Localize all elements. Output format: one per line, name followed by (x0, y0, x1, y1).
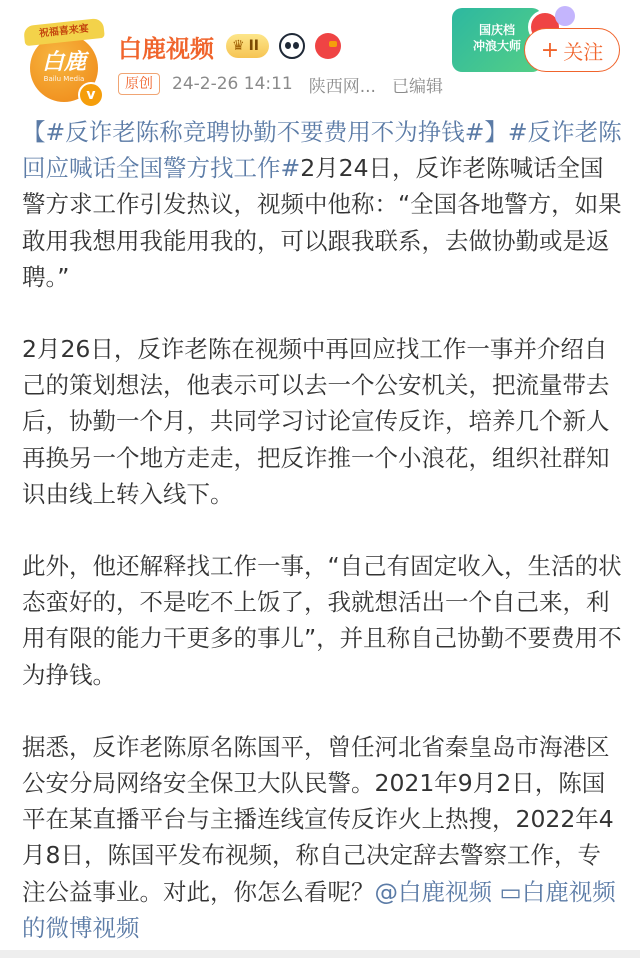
post-location: 陕西网... (308, 76, 376, 97)
video-link-icon[interactable]: ▭ (499, 877, 522, 906)
name-row (118, 30, 341, 62)
crown-icon: ♛ (232, 38, 245, 54)
post-paragraph (22, 114, 622, 295)
paragraph-gap (22, 693, 622, 729)
level-badge[interactable] (226, 34, 269, 58)
paragraph-gap (22, 295, 622, 331)
video-link[interactable]: 白鹿视频的微博视频 (22, 877, 616, 942)
post-paragraph: 2月26日，反诈老陈在视频中再回应找工作一事并介绍自己的策划想法，他表示可以去一个公安机关，把流量带去后，协勤一个月，共同学习讨论宣传反诈，培养几个新人再换另一个地方走走，把反诈推一个小浪花，组织社群知识由线上转入线下。 (22, 335, 610, 508)
post-text: 据悉，反诈老陈原名陈国平，曾任河北省秦皇岛市海港区公安分局网络安全保卫大队民警。2021年9月2日，陈国平在某直播平台与主播连线宣传反诈火上热搜，2022年4月8日，陈国平发布视频，称自己决定辞去警察工作，专注公益事业。对此，你怎么看呢？ (22, 732, 614, 906)
avatar-ribbon: 祝福喜来宴 (23, 18, 105, 46)
avatar-logo-subtext: Bailu Media (43, 75, 85, 83)
next-post-preview (0, 950, 640, 958)
promo-bubble-icon (555, 6, 575, 26)
paragraph-gap (22, 512, 622, 548)
plus-icon: + (540, 37, 560, 63)
follow-button[interactable] (524, 28, 620, 72)
original-tag: 原创 (118, 73, 160, 95)
username[interactable]: 白鹿视频 (118, 34, 214, 63)
post-content (22, 114, 622, 946)
edited-label[interactable]: 已编辑 (391, 76, 443, 97)
post-timestamp: 24-2-26 14:11 (172, 74, 293, 94)
avatar-logo-text: 白鹿 (41, 50, 86, 75)
panda-icon[interactable] (279, 33, 305, 59)
follow-label: 关注 (563, 39, 604, 64)
topic-link[interactable]: 【#反诈老陈称竞聘协勤不要费用不为挣钱#】#反诈老陈回应喊话全国警方找工作# (22, 118, 622, 183)
verified-icon: v (78, 82, 104, 108)
post-paragraph: 此外，他还解释找工作一事，“自己有固定收入，生活的状态蛮好的，不是吃不上饭了，我就想活出一个自己来，利用有限的能力干更多的事儿”，并且称自己协勤不要费用不为挣钱。 (22, 552, 622, 689)
level-text: II (248, 38, 259, 54)
avatar[interactable] (18, 12, 108, 102)
mention-link[interactable]: @白鹿视频 (374, 877, 492, 906)
post-meta (118, 72, 443, 96)
post-paragraph (22, 729, 622, 946)
promo-line2: 冲浪大师 (472, 39, 521, 53)
promo-line1: 国庆档 (478, 23, 515, 37)
bird-icon[interactable] (315, 33, 341, 59)
post-text: 2月24日，反诈老陈喊话全国警方求工作引发热议，视频中他称：“全国各地警方，如果敢用我想用我能用我的，可以跟我联系，去做协勤或是返聘。” (22, 154, 622, 291)
post-header (0, 0, 640, 110)
